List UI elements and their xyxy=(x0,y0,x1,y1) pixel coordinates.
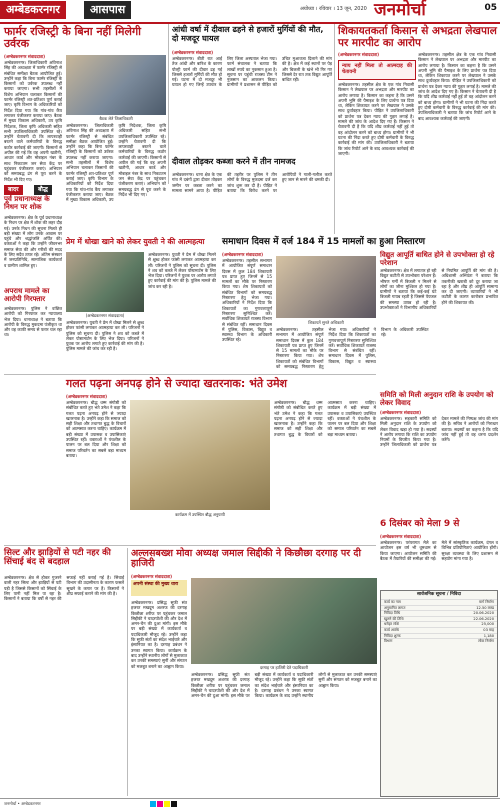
ad-row-label: निविदा तिथि xyxy=(384,611,401,616)
story8-headline: विद्युत आपूर्ति बाधित होने से उपभोक्ता हो रहे परेशान xyxy=(380,251,495,267)
story7-headline: समाधान दिवस में दर्ज 184 में 15 मामलों का हुआ निस्तारण xyxy=(222,237,425,247)
story3-highlight-box xyxy=(338,60,416,80)
story9-headline: गलत पढ़ना अनपढ़ होने से ज्यादा खतरनाक: भंते उमेश xyxy=(66,377,288,390)
story11-body: अम्बेडकरनगर। परंपरागत मेले का आयोजन इस वर्ष भी धूमधाम से किया जाएगा। आयोजन समिति की बैठक में तैयारियों की समीक्षा की गई। मेले में सांस्कृतिक कार्यक्रम, दंगल व विभिन्न प्रतियोगिताएं आयोजित होंगी। सुरक्षा व्यवस्था के लिए प्रशासन से सहयोग मांगा गया है। xyxy=(380,540,498,561)
story13-dateline: (अम्बेडकरनगर संवाददाता) xyxy=(131,574,173,579)
story3-headline: शिकायतकर्ता किसान से अभद्रता लेखपाल पर मारपीट का आरोप xyxy=(338,25,497,49)
story4-tag2: बौद्ध xyxy=(34,185,52,195)
story4-headline: पूर्व प्रधानाध्यक्ष के निधन पर शोक xyxy=(4,195,50,211)
story10-headline: समिति को मिली अनुदान राशि के उपयोग को लेकर विवाद xyxy=(380,391,494,407)
story6-photo xyxy=(66,252,144,312)
story3-body: अम्बेडकरनगर। तहसील क्षेत्र के एक गांव निवासी किसान ने लेखपाल पर अभद्रता और मारपीट का आरोप लगाया है। किसान का कहना है कि उसने अपनी भूमि की पैमाइश के लिए प्रार्थना पत्र दिया था, लेकिन शिकायत करने पर लेखपाल ने उसके साथ दुर्व्यवहार किया। पीड़ित ने उपजिलाधिकारी को प्रार्थना पत्र देकर न्याय की गुहार लगाई है। मामले की जांच के आदेश दिए गए हैं। किसान ने चेतावनी दी है कि यदि शीघ्र कार्रवाई नहीं हुई तो वह आंदोलन करने को बाध्य होगा। ग्रामीणों ने भी घटना की निंदा करते हुए दोषी कर्मचारी के विरुद्ध कार्रवाई की मांग की। उपजिलाधिकारी ने बताया कि जांच रिपोर्ट आने के बाद आवश्यक कार्रवाई की जाएगी। xyxy=(338,82,414,156)
ad-row-label: खुलने की तिथि xyxy=(384,616,404,621)
story7-dateline: (अम्बेडकरनगर संवाददाता) xyxy=(222,252,264,257)
magenta-mark xyxy=(157,801,163,807)
ad-row-value: 03 माह xyxy=(483,627,494,632)
story1-photo-caption: बैठक लेते जिलाधिकारी xyxy=(99,116,133,121)
column-rule xyxy=(127,548,128,796)
cyan-mark xyxy=(150,801,156,807)
story13-photo-caption: दरगाह पर हाजिरी देते पदाधिकारी xyxy=(259,665,309,670)
ad-row-value: 1,180 xyxy=(483,633,494,638)
story7-photo-caption: शिकायतें सुनते अधिकारी xyxy=(308,320,344,325)
section-label: अम्बेडकरनगर xyxy=(0,1,66,19)
story6-body: अम्बेडकरनगर। युवती ने प्रेम में धोखा मिलने से क्षुब्ध होकर फांसी लगाकर आत्महत्या कर ली। परिजनों ने पुलिस को सूचना दी। पुलिस ने शव को कब्जे में लेकर पोस्टमार्टम के लिए भेज दिया। परिजनों ने युवक पर आरोप लगाते हुए कार्रवाई की मांग की है। पुलिस मामले की जांच कर रही है। xyxy=(66,320,144,352)
masthead: जनमोर्चा xyxy=(374,0,426,20)
page-header xyxy=(0,0,500,24)
ad-row-value: मार्ग निर्माण xyxy=(479,600,494,604)
dateline: अयोध्या । रविवार । 13 जून, 2020 xyxy=(300,6,367,12)
story2-body: अम्बेडकरनगर। बीती रात आई तेज आंधी और बारिश के कारण पोल्ट्री फार्म की दीवार ढह गई जिससे हजारों मुर्गियों की मौत हो गई। घटना में दो मजदूर भी घायल हो गए जिन्हें उपचार के लिए जिला अस्पताल भेजा गया। फार्म संचालक ने बताया कि लाखों रुपये का नुकसान हुआ है। सूचना पर पहुंची राजस्व टीम ने नुकसान का आकलन किया। ग्रामीणों ने प्रशासन से पीड़ित को उचित मुआवजा दिलाने की मांग की है। क्षेत्र में कई स्थानों पर पेड़ और बिजली के खंभे भी गिर गए जिससे देर रात तक विद्युत आपूर्ति बाधित रही। xyxy=(172,56,332,88)
story3-body-cont: अम्बेडकरनगर। तहसील क्षेत्र के एक गांव निवासी किसान ने लेखपाल पर अभद्रता और मारपीट का आरोप लगाया है। किसान का कहना है कि उसने अपनी भूमि की पैमाइश के लिए प्रार्थना पत्र दिया था, लेकिन शिकायत करने पर लेखपाल ने उसके साथ दुर्व्यवहार किया। पीड़ित ने उपजिलाधिकारी को प्रार्थना पत्र देकर न्याय की गुहार लगाई है। मामले की जांच के आदेश दिए गए हैं। किसान ने चेतावनी दी है कि यदि शीघ्र कार्रवाई नहीं हुई तो वह आंदोलन करने को बाध्य होगा। ग्रामीणों ने भी घटना की निंदा करते हुए दोषी कर्मचारी के विरुद्ध कार्रवाई की मांग की। उपजिलाधिकारी ने बताया कि जांच रिपोर्ट आने के बाद आवश्यक कार्रवाई की जाएगी। xyxy=(418,52,496,121)
story13-body: अम्बेडकरनगर। प्रसिद्ध सूफी संत हजरत मखदूम अशरफ की दरगाह किछौछा शरीफ पर पहुंचकर जमाल सिद्दीकी ने चादरपोशी की और देश में अमन-चैन की दुआ मांगी। इस मौके पर बड़ी संख्या में कार्यकर्ता व पदाधिकारी मौजूद रहे। उन्होंने कहा कि सूफी संतों का संदेश भाईचारे और इंसानियत का है। दरगाह प्रबंधन ने उनका स्वागत किया। कार्यक्रम के बाद उन्होंने स्थानीय लोगों से मुलाकात कर उनकी समस्याएं सुनीं और संगठन को मजबूत बनाने का आह्वान किया। xyxy=(131,600,187,669)
story4-body: अम्बेडकरनगर। क्षेत्र के पूर्व प्रधानाध्यक्ष के निधन पर क्षेत्र में शोक की लहर दौड़ गई। उनके निधन की सूचना मिलते ही बड़ी संख्या में लोग उनके आवास पर पहुंचे और श्रद्धांजलि अर्पित की। वक्ताओं ने कहा कि उन्होंने जीवनभर समाज सेवा की और गरीबों की मदद के लिए सदैव तत्पर रहे। अंतिम संस्कार में जनप्रतिनिधि, सामाजिक कार्यकर्ता व ग्रामीण शामिल हुए। xyxy=(4,215,62,268)
story9-body: अम्बेडकरनगर। बौद्ध धम्म संगोष्ठी को संबोधित करते हुए भंते उमेश ने कहा कि गलत पढ़ना अनपढ़ होने से ज्यादा खतरनाक है। उन्होंने कहा कि समाज को सही शिक्षा और तथागत बुद्ध के विचारों को आत्मसात करना चाहिए। कार्यक्रम में बड़ी संख्या में उपासक व उपासिकाएं उपस्थित रहीं। वक्ताओं ने पंचशील के पालन पर बल दिया और शिक्षा को समाज परिवर्तन का सबसे बड़ा माध्यम बताया। xyxy=(66,400,126,458)
story7-body: अम्बेडकरनगर। तहसील सभागार में आयोजित संपूर्ण समाधान दिवस में कुल 184 शिकायती पत्र प्राप्त हुए जिनमें से 15 मामलों का मौके पर निस्तारण किया गया। शेष शिकायतों को संबंधित विभागों को समयबद्ध निस्तारण हेतु भेजा गया। अधिकारियों ने निर्देश दिया कि शिकायतों का गुणवत्तापूर्ण निस्तारण सुनिश्चित करें। सर्वाधिक शिकायतें राजस्व विभाग से संबंधित रहीं। समाधान दिवस में पुलिस, विकास, विद्युत व स्वास्थ्य विभाग के अधिकारी उपस्थित रहे। xyxy=(222,258,272,343)
story12-body: अम्बेडकरनगर। क्षेत्र से होकर गुजरने वाली नहर सिल्ट और झाड़ियों से पटी पड़ी है जिससे किसानों को सिंचाई के लिए पानी नहीं मिल पा रहा है। किसानों ने बताया कि वर्षों से नहर की सफाई नहीं कराई गई है। सिंचाई विभाग की उदासीनता के कारण फसलें सूखने के कगार पर हैं। किसानों ने शीघ्र सफाई कराने की मांग की है। xyxy=(4,575,124,602)
story9-photo-caption: कार्यक्रम में उपस्थित बौद्ध अनुयायी xyxy=(175,512,225,517)
ad-row xyxy=(381,638,497,644)
ad-row-value: 22.06.2020 xyxy=(473,616,494,621)
story1-headline: फार्मर रजिस्ट्री के बिना नहीं मिलेगी उर्वरक xyxy=(4,25,141,51)
story11-dateline: (अम्बेडकरनगर संवाददाता) xyxy=(380,534,422,539)
ad-row-label: कार्य अवधि xyxy=(384,627,399,632)
ad-row-label: विभाग xyxy=(384,639,393,644)
column-rule xyxy=(168,24,169,184)
story1-body-cont: अम्बेडकरनगर। जिलाधिकारी अविनाश सिंह की अध्यक्षता में फार्मर रजिस्ट्री से संबंधित समीक्षा बैठक आयोजित हुई। उन्होंने कहा कि बिना फार्मर रजिस्ट्री के किसानों को उर्वरक उपलब्ध नहीं कराया जाएगा। सभी तहसीलों में विशेष अभियान चलाकर किसानों की फार्मर रजिस्ट्री शत-प्रतिशत पूर्ण कराई जाए। कृषि विभाग के अधिकारियों को निर्देश दिया गया कि गांव-गांव कैंप लगाकर पंजीकरण कराया जाए। बैठक में मुख्य विकास अधिकारी, उप कृषि निदेशक, जिला कृषि अधिकारी सहित सभी उपजिलाधिकारी उपस्थित रहे। उन्होंने चेतावनी दी कि लापरवाही बरतने वाले कर्मचारियों के विरुद्ध कठोर कार्रवाई की जाएगी। किसानों से अपील की गई कि वह अपनी खतौनी, आधार कार्ड और मोबाइल नंबर के साथ निकटतम जन सेवा केंद्र पर पहुंचकर पंजीकरण कराएं। अभियान को समयबद्ध ढंग से पूरा करने के निर्देश भी दिए गए। xyxy=(66,123,166,203)
story13-photo xyxy=(191,578,377,664)
story1-dateline: (अम्बेडकरनगर संवाददाता) xyxy=(4,54,46,59)
ad-title: सार्वजनिक सूचना / निविदा xyxy=(417,592,461,597)
story9-photo xyxy=(130,400,270,510)
story10-body: अम्बेडकरनगर। सहकारी समिति को मिली अनुदान राशि के उपयोग को लेकर विवाद खड़ा हो गया है। सदस्यों ने आरोप लगाया कि राशि का उपयोग नियमों के विपरीत किया गया है। उन्होंने जिलाधिकारी को प्रार्थना पत्र देकर मामले की निष्पक्ष जांच की मांग की है। सचिव ने आरोपों को निराधार बताया। सदस्यों का कहना है कि यदि जांच नहीं हुई तो वह धरना प्रदर्शन करेंगे। xyxy=(380,416,498,448)
ad-rows xyxy=(381,599,497,644)
story12-headline: सिल्ट और झाड़ियों से पटी नहर की सिंचाई बंद से बदहाल xyxy=(4,548,111,568)
ad-row-value: 20.06.2020 xyxy=(473,611,494,616)
story6-photo-caption: (अम्बेडकरनगर संवाददाता) xyxy=(85,313,125,318)
story13-headline: अल्लसबख्श मोवा अध्यक्ष जमाल सिद्दीकी ने किछौछा दरगाह पर दी हाजिरी xyxy=(131,548,361,570)
ad-row-value: 25,000 xyxy=(481,622,494,627)
story4-sub-headline: अपराध मामले का आरोपी गिरफ्तार xyxy=(4,287,50,303)
story6-headline: प्रेम में धोखा खाने को लेकर युवती ने की आत्महत्या xyxy=(66,237,205,246)
story5-body: अम्बेडकरनगर। थाना क्षेत्र के एक गांव में दबंगों द्वारा दीवार तोड़कर जमीन पर कब्जा करने का मामला सामने आया है। पीड़ित की तहरीर पर पुलिस ने तीन लोगों के विरुद्ध मुकदमा दर्ज कर जांच शुरू कर दी है। पीड़ित ने बताया कि विरोध करने पर आरोपियों ने गाली-गलौज करते हुए जान से मारने की धमकी दी। xyxy=(172,172,332,193)
story1-photo xyxy=(66,55,166,115)
registration-marks xyxy=(150,801,177,807)
page-footer xyxy=(0,798,500,810)
ad-row-value: 12.50 लाख xyxy=(476,605,494,610)
ad-row-label: अनुमानित लागत xyxy=(384,605,406,610)
story7-photo xyxy=(276,256,376,318)
tender-ad xyxy=(380,590,498,797)
yellow-mark xyxy=(164,801,170,807)
story5-headline: दीवाल तोड़कर कब्जा करने में तीन नामजद xyxy=(172,157,296,166)
ad-row-label: कार्य का नाम xyxy=(384,600,401,604)
black-mark xyxy=(171,801,177,807)
story1-body: अम्बेडकरनगर। जिलाधिकारी अविनाश सिंह की अध्यक्षता में फार्मर रजिस्ट्री से संबंधित समीक्षा बैठक आयोजित हुई। उन्होंने कहा कि बिना फार्मर रजिस्ट्री के किसानों को उर्वरक उपलब्ध नहीं कराया जाएगा। सभी तहसीलों में विशेष अभियान चलाकर किसानों की फार्मर रजिस्ट्री शत-प्रतिशत पूर्ण कराई जाए। कृषि विभाग के अधिकारियों को निर्देश दिया गया कि गांव-गांव कैंप लगाकर पंजीकरण कराया जाए। बैठक में मुख्य विकास अधिकारी, उप कृषि निदेशक, जिला कृषि अधिकारी सहित सभी उपजिलाधिकारी उपस्थित रहे। उन्होंने चेतावनी दी कि लापरवाही बरतने वाले कर्मचारियों के विरुद्ध कठोर कार्रवाई की जाएगी। किसानों से अपील की गई कि वह अपनी खतौनी, आधार कार्ड और मोबाइल नंबर के साथ निकटतम जन सेवा केंद्र पर पहुंचकर पंजीकरण कराएं। अभियान को समयबद्ध ढंग से पूरा करने के निर्देश भी दिए गए। xyxy=(4,60,62,182)
story9-body-cont: अम्बेडकरनगर। बौद्ध धम्म संगोष्ठी को संबोधित करते हुए भंते उमेश ने कहा कि गलत पढ़ना अनपढ़ होने से ज्यादा खतरनाक है। उन्होंने कहा कि समाज को सही शिक्षा और तथागत बुद्ध के विचारों को आत्मसात करना चाहिए। कार्यक्रम में बड़ी संख्या में उपासक व उपासिकाएं उपस्थित रहीं। वक्ताओं ने पंचशील के पालन पर बल दिया और शिक्षा को समाज परिवर्तन का सबसे बड़ा माध्यम बताया। xyxy=(274,400,376,437)
story10-dateline: (अम्बेडकरनगर संवाददाता) xyxy=(380,410,422,415)
story2-dateline: (अम्बेडकरनगर संवाददाता) xyxy=(172,50,214,55)
ad-row-label: धरोहर राशि xyxy=(384,622,399,627)
story8-body: अम्बेडकरनगर। क्षेत्र में लगातार हो रही विद्युत कटौती से उपभोक्ता परेशान हैं। भीषण गर्मी में बिजली न मिलने से लोगों का जीना मुश्किल हो गया है। ग्रामीणों ने बताया कि कई-कई घंटे बिजली गायब रहती है जिससे पेयजल की समस्या उत्पन्न हो रही है। उपभोक्ताओं ने विभागीय अधिकारियों से नियमित आपूर्ति की मांग की है। अधिशासी अभियंता ने बताया कि तकनीकी खराबी को दूर कराया जा रहा है और शीघ्र ही आपूर्ति सामान्य कर दी जाएगी। व्यापारियों ने भी कटौती के कारण कारोबार प्रभावित होने की शिकायत की। xyxy=(380,268,498,311)
story3-highlight: न्याय नहीं मिला तो आत्मदाह की चेतावनी xyxy=(342,63,412,75)
story11-headline: 6 दिसंबर को मेला 9 से xyxy=(380,519,460,529)
story4-sub-body: अम्बेडकरनगर। पुलिस ने वांछित आरोपी को गिरफ्तार कर न्यायालय भेज दिया। थानाध्यक्ष ने बताया कि आरोपी के विरुद्ध मुकदमा पंजीकृत था और वह काफी समय से फरार चल रहा था। xyxy=(4,306,62,338)
row-rule xyxy=(4,374,376,375)
page-number: 05 xyxy=(484,3,497,13)
column-rule xyxy=(334,24,335,234)
story7-body-cont: अम्बेडकरनगर। तहसील सभागार में आयोजित संपूर्ण समाधान दिवस में कुल 184 शिकायती पत्र प्राप्त हुए जिनमें से 15 मामलों का मौके पर निस्तारण किया गया। शेष शिकायतों को संबंधित विभागों को समयबद्ध निस्तारण हेतु भेजा गया। अधिकारियों ने निर्देश दिया कि शिकायतों का गुणवत्तापूर्ण निस्तारण सुनिश्चित करें। सर्वाधिक शिकायतें राजस्व विभाग से संबंधित रहीं। समाधान दिवस में पुलिस, विकास, विद्युत व स्वास्थ्य विभाग के अधिकारी उपस्थित रहे। xyxy=(276,327,429,370)
story9-dateline: (अम्बेडकरनगर संवाददाता) xyxy=(66,394,108,399)
ad-row-value: लोक निर्माण xyxy=(478,639,494,644)
subsection-label: आसपास xyxy=(84,1,131,19)
story13-pull-box xyxy=(131,580,187,596)
story2-headline: आंधी वर्षा में दीवाल ढहने से हजारों मुर्गियों की मौत, दो मजदूर घायल xyxy=(172,25,324,43)
story13-body-cont: अम्बेडकरनगर। प्रसिद्ध सूफी संत हजरत मखदूम अशरफ की दरगाह किछौछा शरीफ पर पहुंचकर जमाल सिद्दीकी ने चादरपोशी की और देश में अमन-चैन की दुआ मांगी। इस मौके पर बड़ी संख्या में कार्यकर्ता व पदाधिकारी मौजूद रहे। उन्होंने कहा कि सूफी संतों का संदेश भाईचारे और इंसानियत का है। दरगाह प्रबंधन ने उनका स्वागत किया। कार्यक्रम के बाद उन्होंने स्थानीय लोगों से मुलाकात कर उनकी समस्याएं सुनीं और संगठन को मजबूत बनाने का आह्वान किया। xyxy=(191,672,377,699)
footer-text: जनमोर्चा • अम्बेडकरनगर xyxy=(4,801,41,806)
story13-pull: अपनी संस्था की मुख्य धारा xyxy=(133,582,179,587)
story3-dateline: (अम्बेडकरनगर संवाददाता) xyxy=(338,52,380,57)
story6-body-cont: अम्बेडकरनगर। युवती ने प्रेम में धोखा मिलने से क्षुब्ध होकर फांसी लगाकर आत्महत्या कर ली। परिजनों ने पुलिस को सूचना दी। पुलिस ने शव को कब्जे में लेकर पोस्टमार्टम के लिए भेज दिया। परिजनों ने युवक पर आरोप लगाते हुए कार्रवाई की मांग की है। पुलिस मामले की जांच कर रही है। xyxy=(148,252,216,289)
ad-row-label: निविदा शुल्क xyxy=(384,633,401,638)
row-rule xyxy=(4,545,376,546)
story4-tag: बादर xyxy=(4,185,23,195)
